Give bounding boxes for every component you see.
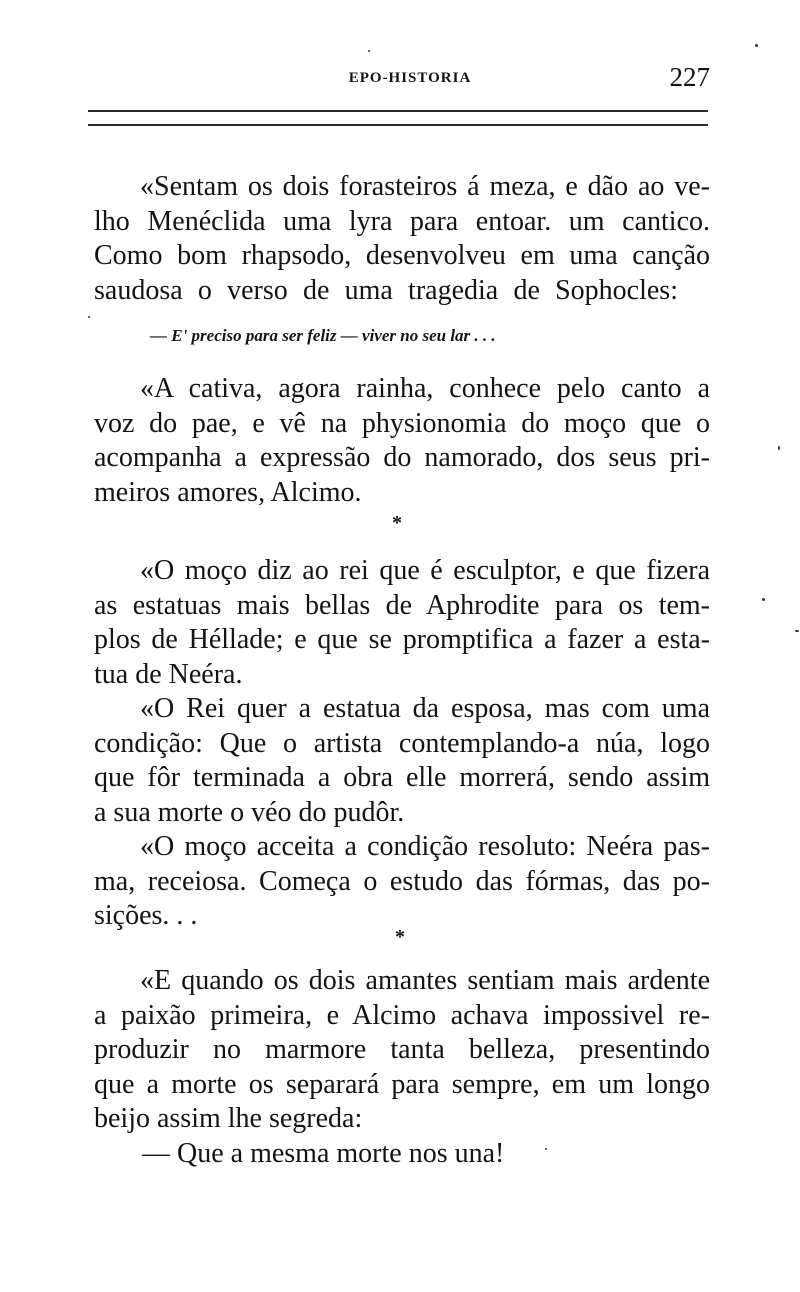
scan-speck	[368, 50, 370, 52]
text-line: voz do pae, e vê na physionomia do moço que o	[94, 407, 710, 439]
scan-speck	[795, 630, 799, 632]
text-line: que a morte os separará para sempre, em um longo	[94, 1068, 710, 1100]
text-line: «E quando os dois amantes sentiam mais ardente	[140, 965, 710, 996]
text-line: a paixão primeira, e Alcimo achava impossivel re-	[94, 999, 710, 1031]
text-line: as estatuas mais bellas de Aphrodite para os tem-	[94, 589, 710, 621]
text-line: «O moço diz ao rei que é esculptor, e que fizera	[140, 555, 710, 586]
text-line: «O moço acceita a condição resoluto: Neéra pas-	[140, 831, 710, 862]
text-line: acompanha a expressão do namorado, dos seus pri-	[94, 442, 710, 473]
paragraph-4	[94, 692, 710, 830]
section-separator: *	[392, 512, 402, 534]
text-line: condição: Que o artista contemplando-a núa, logo	[94, 727, 710, 759]
text-line: meiros amores, Alcimo.	[94, 476, 362, 508]
running-header: EPO-HISTORIA	[348, 70, 472, 86]
scan-speck	[545, 1148, 547, 1150]
text-line: Como bom rhapsodo, desenvolveu em uma canção	[94, 240, 710, 271]
scan-speck	[755, 44, 758, 47]
section-separator: *	[395, 926, 405, 948]
text-line: «Sentam os dois forasteiros á meza, e dão ao ve-	[140, 171, 710, 202]
text-line: «A cativa, agora rainha, conhece pelo canto a	[140, 373, 710, 404]
paragraph-6	[94, 964, 710, 1171]
verse-quote: — E' preciso para ser feliz — viver no seu lar . . .	[150, 326, 496, 345]
text-line: «O Rei quer a estatua da esposa, mas com uma	[140, 693, 710, 724]
paragraph-3	[94, 554, 710, 692]
text-line: produzir no marmore tanta belleza, presentindo	[94, 1034, 710, 1065]
text-line: ma, receiosa. Começa o estudo das fórmas, das po-	[94, 865, 710, 897]
paragraph-1	[94, 170, 710, 308]
text-line: a sua morte o véo do pudôr.	[94, 796, 405, 828]
paragraph-5	[94, 830, 710, 934]
scan-speck	[762, 598, 765, 601]
text-line: plos de Héllade; e que se promptifica a fazer a esta-	[94, 624, 710, 655]
text-line: sições. . .	[94, 900, 198, 931]
page-number: 227	[669, 62, 710, 92]
scan-speck	[88, 316, 90, 318]
header-rule-bottom	[88, 124, 708, 126]
text-line: beijo assim lhe segreda:	[94, 1103, 363, 1134]
scan-speck	[778, 446, 780, 450]
text-line: tua de Neéra.	[94, 658, 243, 690]
text-line: lho Menéclida uma lyra para entoar. um cantico.	[94, 205, 710, 237]
header-rule-top	[88, 110, 708, 112]
paragraph-2	[94, 372, 710, 510]
text-line: saudosa o verso de uma tragedia de Sophocles:	[94, 274, 678, 306]
text-line: — Que a mesma morte nos una!	[142, 1137, 505, 1169]
text-line: que fôr terminada a obra elle morrerá, sendo assim	[94, 762, 710, 793]
